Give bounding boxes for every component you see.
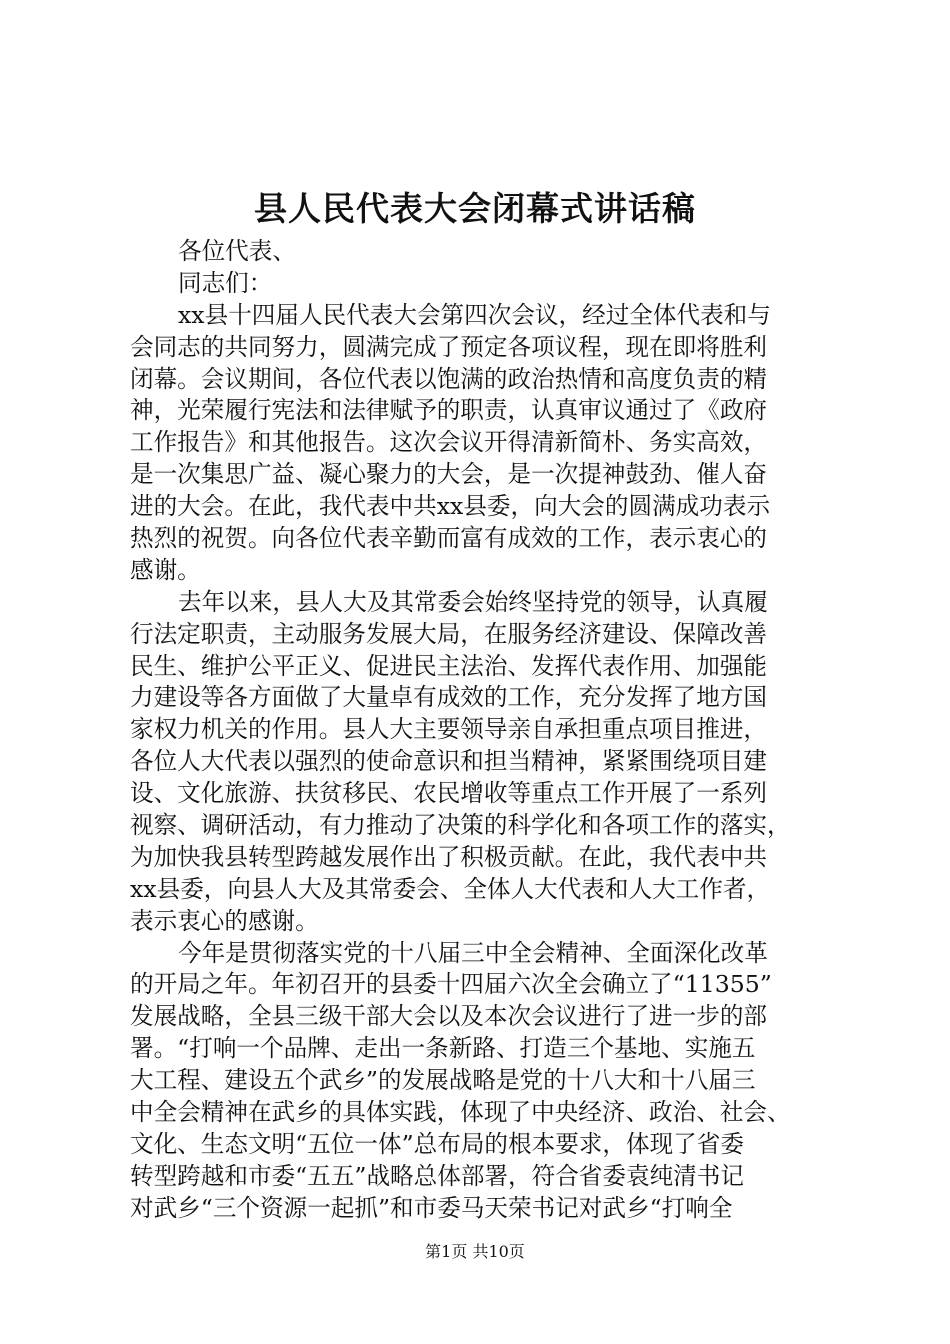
- text-line: 对武乡“三个资源一起抓”和市委马天荣书记对武乡“打响全: [130, 1193, 733, 1222]
- text-line: xx县委，向县人大及其常委会、全体人大代表和人大工作者，: [130, 874, 771, 903]
- text-line: 民生、维护公平正义、促进民主法治、发挥代表作用、加强能: [130, 651, 768, 680]
- text-line: 家权力机关的作用。县人大主要领导亲自承担重点项目推进，: [130, 715, 768, 744]
- text-line: 表示衷心的感谢。: [130, 906, 319, 935]
- text-line: 各位人大代表以强烈的使命意识和担当精神，紧紧围绕项目建: [130, 747, 768, 776]
- text-line: xx县十四届人民代表大会第四次会议，经过全体代表和与: [178, 300, 771, 329]
- text-line: 各位代表、: [178, 237, 296, 265]
- text-line: 署。“打响一个品牌、走出一条新路、打造三个基地、实施五: [130, 1034, 756, 1063]
- text-line: 行法定职责，主动服务发展大局，在服务经济建设、保障改善: [130, 619, 768, 648]
- text-line: 中全会精神在武乡的具体实践，体现了中央经济、政治、社会、: [130, 1098, 791, 1127]
- text-line: 视察、调研活动，有力推动了决策的科学化和各项工作的落实，: [130, 811, 791, 840]
- text-line: 为加快我县转型跨越发展作出了积极贡献。在此，我代表中共: [130, 842, 768, 871]
- text-line: 去年以来，县人大及其常委会始终坚持党的领导，认真履: [178, 587, 768, 616]
- text-line: 大工程、建设五个武乡”的发展战略是党的十八大和十八届三: [130, 1066, 756, 1095]
- text-line: 设、文化旅游、扶贫移民、农民增收等重点工作开展了一系列: [130, 779, 768, 808]
- text-line: 进的大会。在此，我代表中共xx县委，向大会的圆满成功表示: [130, 492, 771, 521]
- document-title: 县人民代表大会闭幕式讲话稿: [254, 189, 696, 228]
- text-line: 热烈的祝贺。向各位代表辛勤而富有成效的工作，表示衷心的: [130, 524, 768, 553]
- text-line: 神，光荣履行宪法和法律赋予的职责，认真审议通过了《政府: [130, 396, 768, 425]
- text-line: 今年是贯彻落实党的十八届三中全会精神、全面深化改革: [178, 938, 768, 967]
- document-body: [130, 236, 830, 1225]
- text-line: 转型跨越和市委“五五”战略总体部署，符合省委袁纯清书记: [130, 1161, 744, 1190]
- page-footer: 第1页 共10页: [425, 1242, 525, 1261]
- text-line: 会同志的共同努力，圆满完成了预定各项议程，现在即将胜利: [130, 332, 768, 361]
- text-line: 是一次集思广益、凝心聚力的大会，是一次提神鼓劲、催人奋: [130, 460, 768, 489]
- text-line: 感谢。: [130, 555, 201, 584]
- text-line: 工作报告》和其他报告。这次会议开得清新简朴、务实高效，: [130, 428, 768, 457]
- text-line: 同志们：: [178, 268, 273, 297]
- text-line: 力建设等各方面做了大量卓有成效的工作，充分发挥了地方国: [130, 683, 768, 712]
- text-line: 的开局之年。年初召开的县委十四届六次全会确立了“11355”: [130, 970, 772, 999]
- text-line: 闭幕。会议期间，各位代表以饱满的政治热情和高度负责的精: [130, 364, 768, 393]
- text-line: 发展战略，全县三级干部大会以及本次会议进行了进一步的部: [130, 1002, 768, 1031]
- text-line: 文化、生态文明“五位一体”总布局的根本要求，体现了省委: [130, 1129, 744, 1158]
